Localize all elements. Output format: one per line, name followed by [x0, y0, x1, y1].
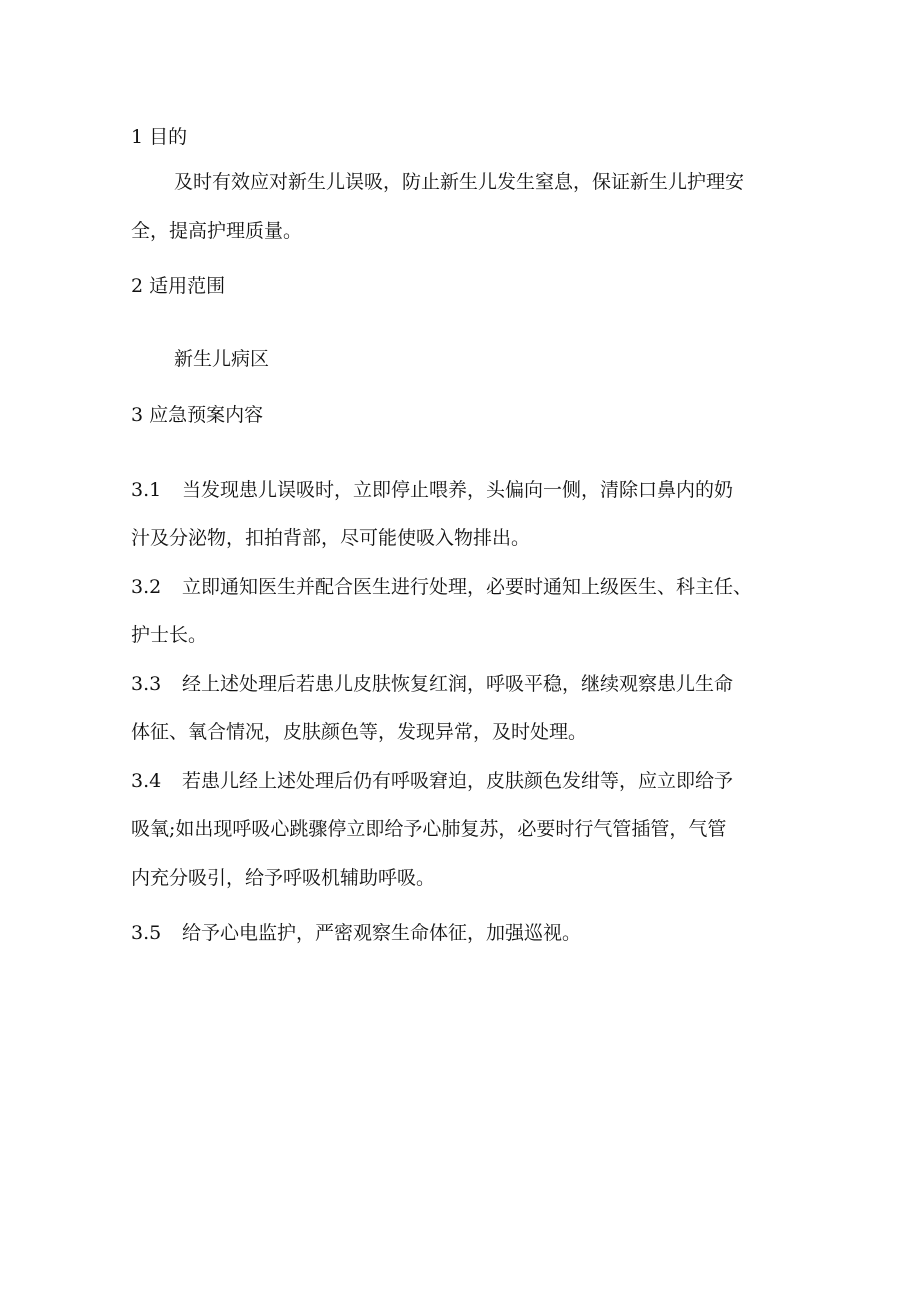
plan-item-3-1-line-2: 汁及分泌物，扣拍背部，尽可能使吸入物排出。 — [131, 527, 531, 549]
purpose-text-line-1: 及时有效应对新生儿误吸，防止新生儿发生窒息，保证新生儿护理安 — [174, 171, 745, 193]
scope-text: 新生儿病区 — [174, 348, 270, 370]
plan-item-3-4-line-3: 内充分吸引，给予呼吸机辅助呼吸。 — [131, 867, 436, 889]
section-heading-scope: 2 适用范围 — [131, 275, 226, 297]
plan-item-3-2-line-1 — [131, 573, 752, 601]
item-number: 3.3 — [131, 673, 162, 695]
section-heading-purpose: 1 目的 — [131, 126, 188, 148]
item-number: 3.2 — [131, 576, 162, 598]
item-number: 3.4 — [131, 770, 162, 792]
plan-item-3-5-line-1 — [131, 919, 581, 947]
plan-item-3-4-line-2: 吸氧;如出现呼吸心跳骤停立即给予心肺复苏，必要时行气管插管，气管 — [131, 818, 727, 840]
plan-item-3-1-line-1 — [131, 476, 733, 504]
item-text: 经上述处理后若患儿皮肤恢复红润，呼吸平稳，继续观察患儿生命 — [182, 673, 734, 695]
item-text: 给予心电监护，严密观察生命体征，加强巡视。 — [182, 922, 582, 944]
item-number: 3.5 — [131, 922, 162, 944]
item-text: 当发现患儿误吸时，立即停止喂养，头偏向一侧，清除口鼻内的奶 — [182, 479, 734, 501]
plan-item-3-3-line-1 — [131, 670, 733, 698]
plan-item-3-4-line-1 — [131, 767, 733, 795]
purpose-text-line-2: 全，提高护理质量。 — [131, 220, 303, 242]
item-text: 若患儿经上述处理后仍有呼吸窘迫，皮肤颜色发绀等，应立即给予 — [182, 770, 734, 792]
section-heading-plan: 3 应急预案内容 — [131, 404, 264, 426]
plan-item-3-2-line-2: 护士长。 — [131, 624, 208, 646]
item-number: 3.1 — [131, 479, 162, 501]
item-text: 立即通知医生并配合医生进行处理，必要时通知上级医生、科主任、 — [182, 576, 753, 598]
plan-item-3-3-line-2: 体征、氧合情况，皮肤颜色等，发现异常，及时处理。 — [131, 721, 588, 743]
